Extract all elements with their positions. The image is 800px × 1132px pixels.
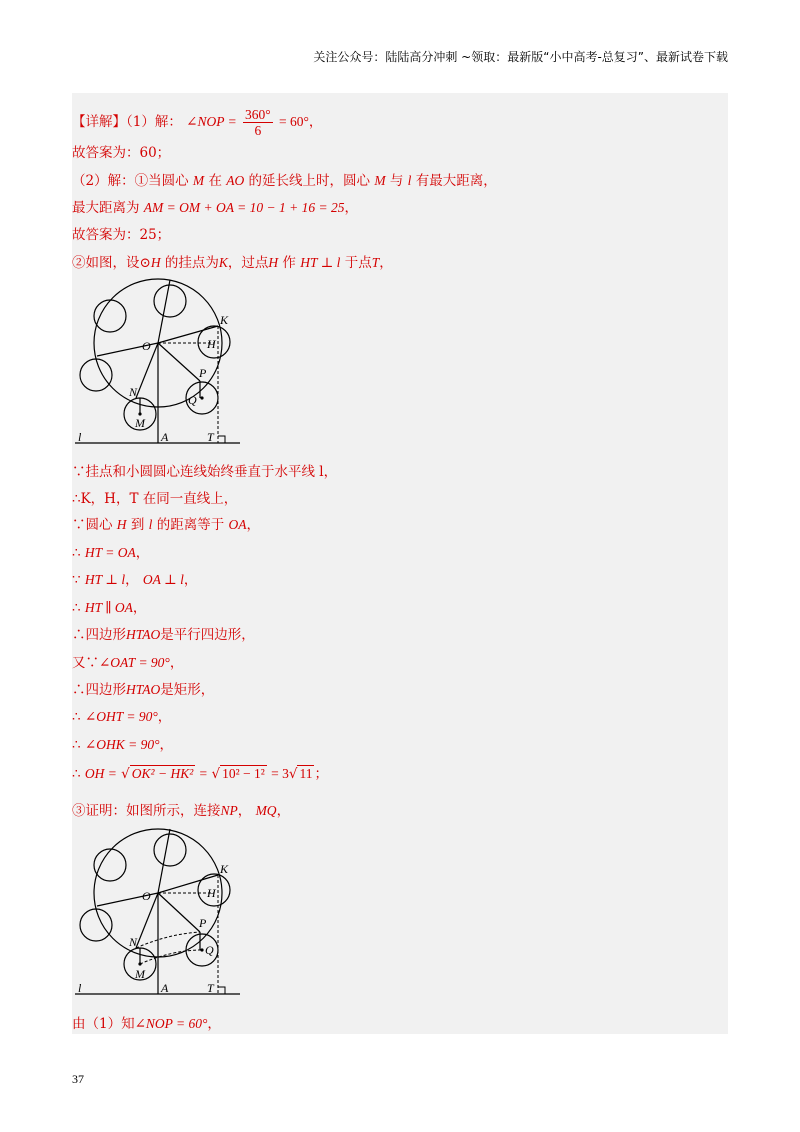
label-N: N bbox=[129, 935, 138, 949]
point-Q bbox=[200, 396, 203, 399]
line-12: ∴ HT ∥ OA， bbox=[72, 600, 147, 616]
line-2: 故答案为：60； bbox=[72, 145, 171, 161]
label-T: T bbox=[207, 981, 214, 995]
label-N: N bbox=[129, 385, 138, 399]
wheel-diagram-1 bbox=[72, 278, 252, 453]
label-l: l bbox=[78, 981, 82, 995]
line-18: ∴ OH = √ OK² − HK² = √ 10² − 1² = 3√ 11 ； bbox=[72, 766, 328, 782]
line-4: 最大距离为 AM = OM + OA = 10 − 1 + 16 = 25， bbox=[72, 200, 358, 216]
label-A: A bbox=[161, 981, 169, 995]
line-5: 故答案为：25； bbox=[72, 227, 171, 243]
label-K: K bbox=[220, 862, 229, 876]
line-20: 由（1）知∠NOP = 60°， bbox=[72, 1016, 221, 1032]
dashed-NP bbox=[136, 932, 200, 948]
line-7: ∵挂点和小圆圆心连线始终垂直于水平线 l， bbox=[72, 464, 338, 480]
fraction: $\frac{360^\circ}{6}$ bbox=[245, 107, 271, 138]
label-l: l bbox=[78, 430, 82, 444]
line-11: ∵ HT ⊥ l， OA ⊥ l， bbox=[72, 572, 198, 588]
small-circle bbox=[154, 285, 186, 317]
label-H: H bbox=[207, 337, 216, 351]
point-M bbox=[138, 962, 141, 965]
line-3: （2）解：①当圆心 M 在 AO 的延长线上时，圆心 M 与 l 有最大距离， bbox=[72, 173, 497, 189]
line-14: 又∵∠OAT = 90°， bbox=[72, 655, 184, 671]
small-circle bbox=[80, 359, 112, 391]
label-Q: Q bbox=[188, 393, 197, 407]
line-10: ∴ HT = OA， bbox=[72, 545, 150, 561]
small-circle bbox=[154, 834, 186, 866]
small-circle bbox=[94, 300, 126, 332]
line-1: 【详解】（1）解： ∠NOP = $\frac{360^\circ}{6}$ = 60°， bbox=[72, 107, 323, 138]
right-angle-mark bbox=[218, 987, 225, 994]
wheel-diagram-2 bbox=[72, 826, 252, 1001]
line-13: ∴四边形HTAO是平行四边形， bbox=[72, 627, 255, 643]
line-17: ∴ ∠OHK = 90°， bbox=[72, 737, 173, 753]
small-circle bbox=[80, 909, 112, 941]
label-K: K bbox=[220, 313, 229, 327]
label-O: O bbox=[142, 889, 151, 903]
line-8: ∴K，H，T 在同一直线上， bbox=[72, 491, 238, 507]
label-A: A bbox=[161, 430, 169, 444]
page-number: 37 bbox=[72, 1072, 84, 1086]
label-P: P bbox=[199, 916, 207, 930]
label-O: O bbox=[142, 339, 151, 353]
spoke bbox=[158, 829, 170, 893]
small-circle bbox=[94, 849, 126, 881]
line-6: ②如图，设⊙H 的挂点为K，过点H 作 HT ⊥ l 于点T， bbox=[72, 255, 393, 271]
label-Q: Q bbox=[205, 943, 214, 957]
line-16: ∴ ∠OHT = 90°， bbox=[72, 709, 172, 725]
label-H: H bbox=[207, 886, 216, 900]
line-15: ∴四边形HTAO是矩形， bbox=[72, 682, 215, 698]
label-M: M bbox=[135, 967, 145, 981]
label-P: P bbox=[199, 366, 207, 380]
label-T: T bbox=[207, 430, 214, 444]
page-header: 关注公众号：陆陆高分冲刺 ~领取：最新版“小中高考-总复习”、最新试卷下载 bbox=[313, 50, 728, 64]
spoke-OP bbox=[158, 893, 200, 932]
spoke-OP bbox=[158, 343, 200, 381]
label-M: M bbox=[135, 416, 145, 430]
line-9: ∵圆心 H 到 l 的距离等于 OA， bbox=[72, 517, 260, 533]
point-Q bbox=[200, 948, 203, 951]
right-angle-mark bbox=[218, 436, 225, 443]
solution-panel bbox=[72, 93, 728, 1034]
line-19: ③证明：如图所示，连接NP， MQ， bbox=[72, 803, 291, 819]
detail-tag: 【详解】 bbox=[72, 114, 126, 130]
